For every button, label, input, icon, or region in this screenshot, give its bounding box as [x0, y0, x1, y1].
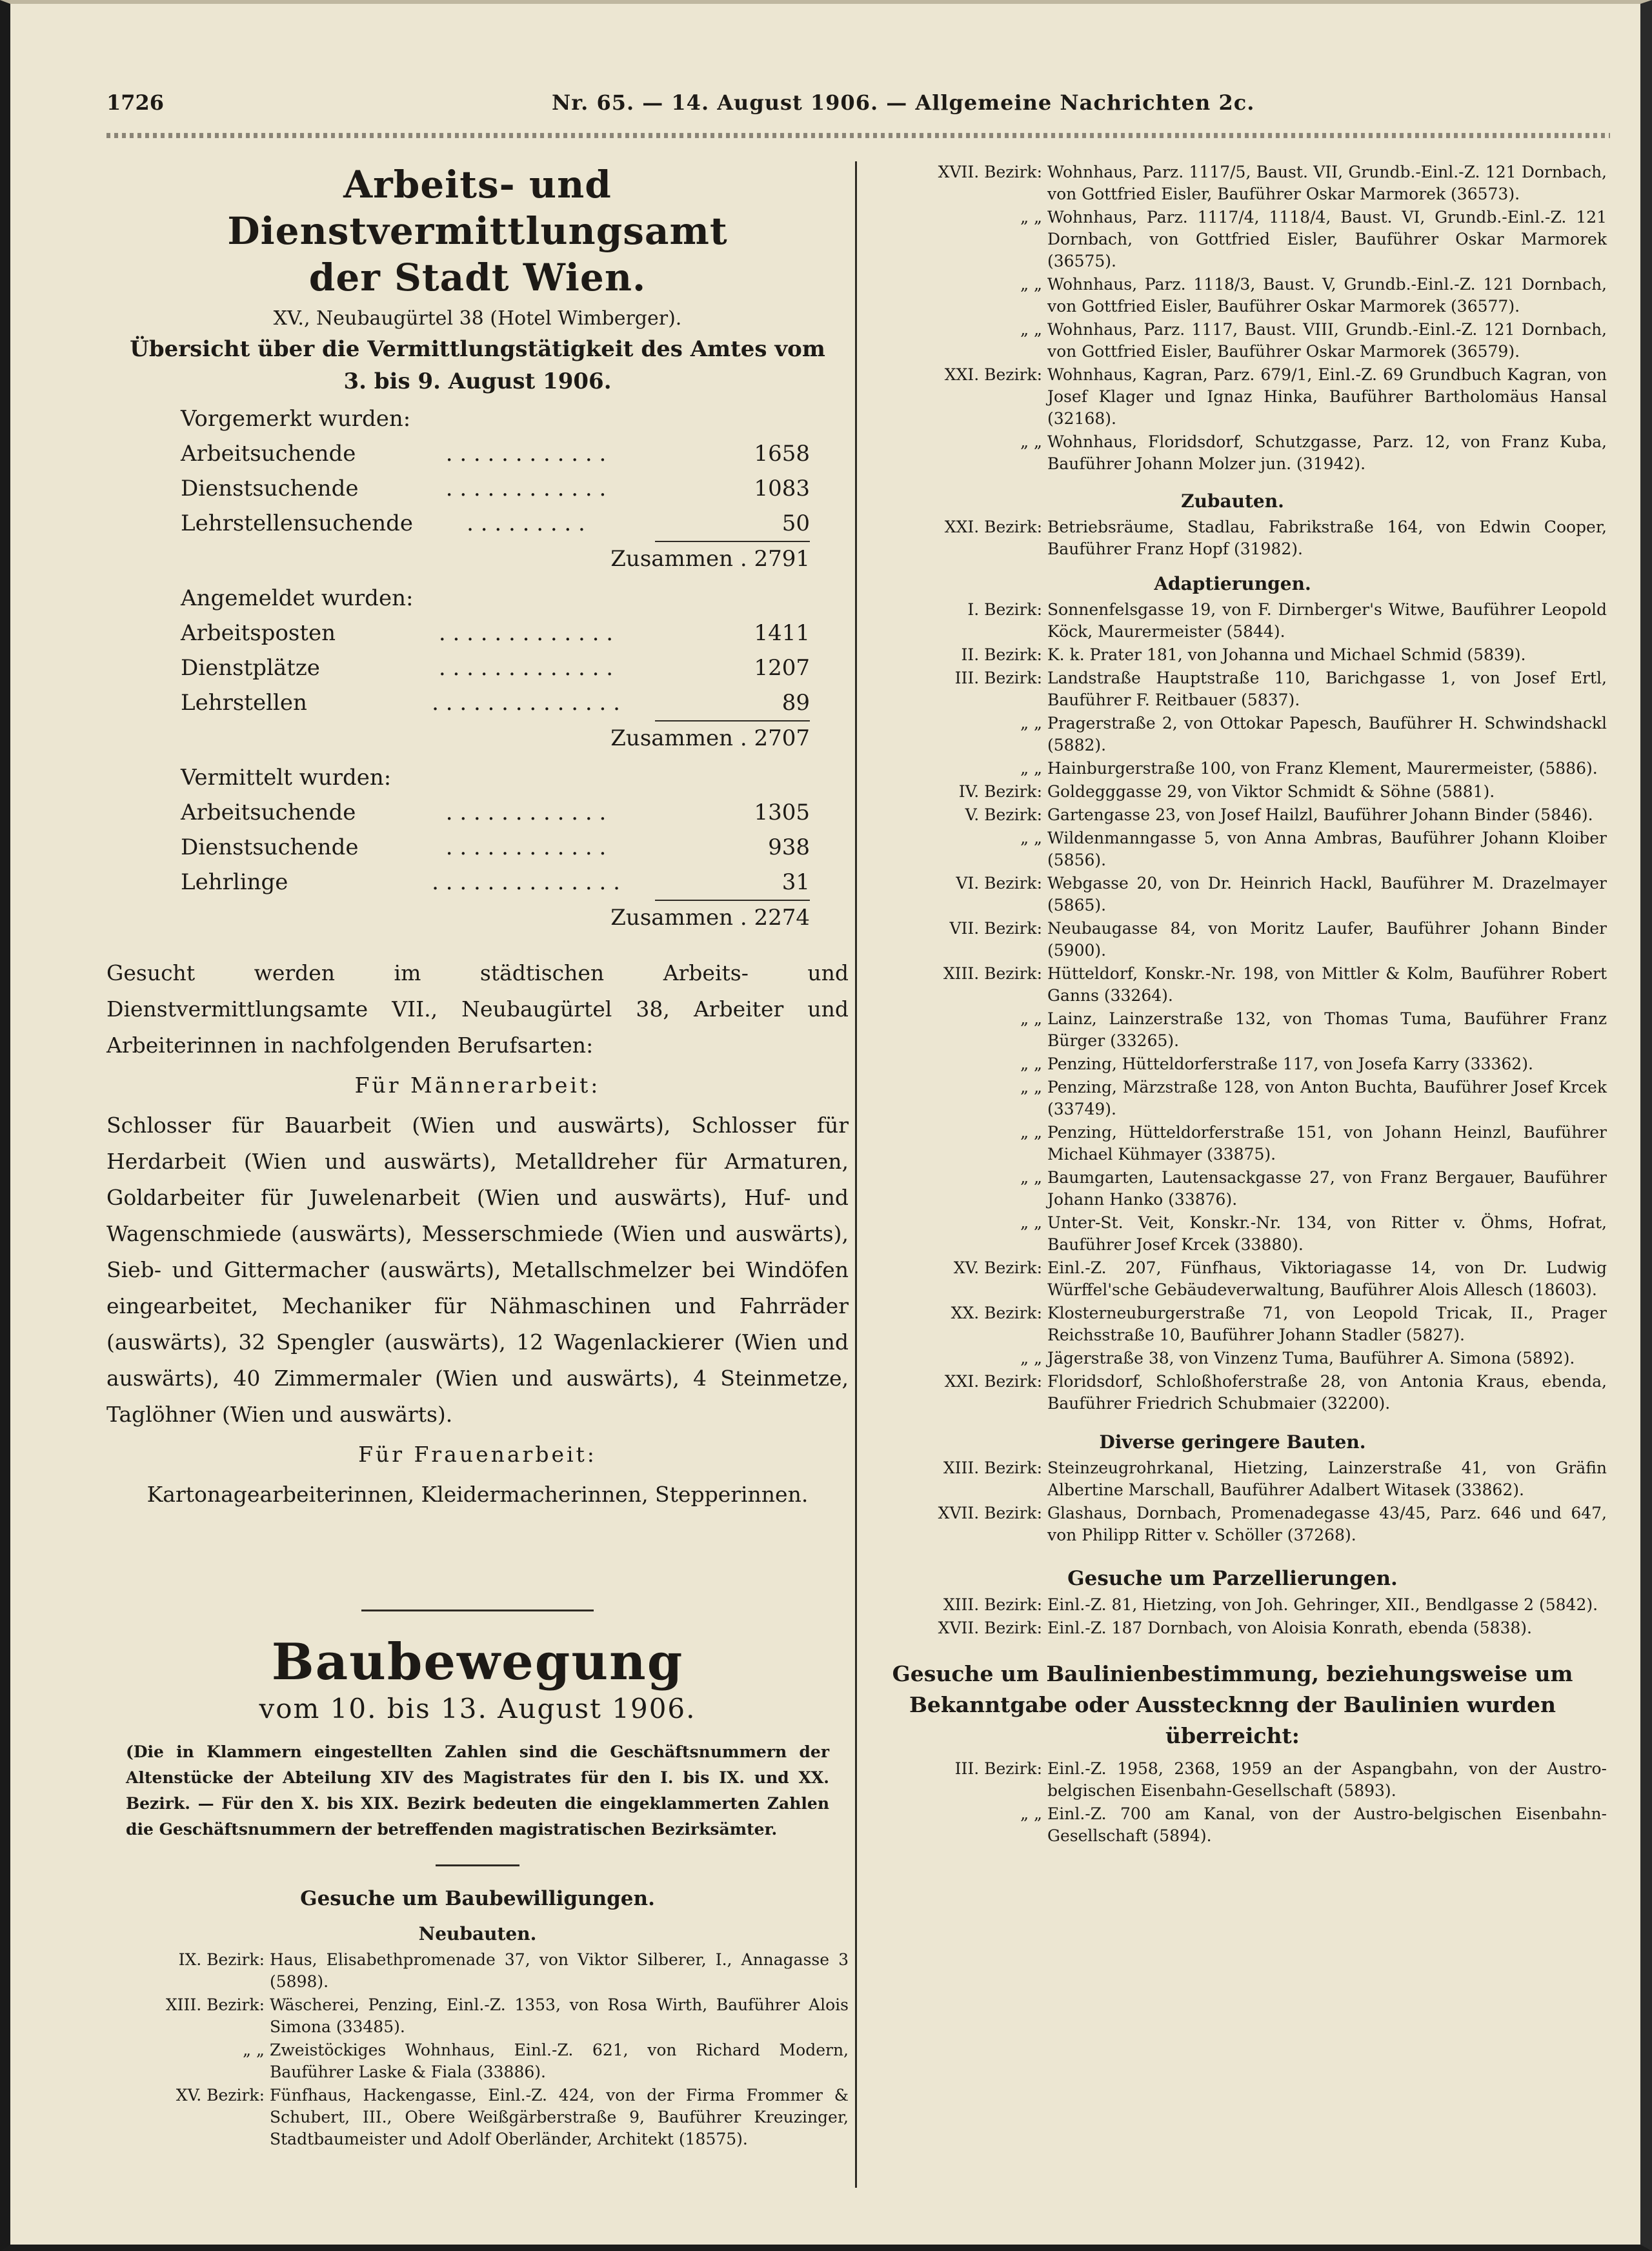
list-item	[858, 712, 1607, 756]
left-column	[106, 161, 849, 2152]
stat-label: Lehrstellen	[181, 690, 307, 716]
list-item	[858, 918, 1607, 962]
list-item	[858, 1008, 1607, 1052]
entry-text: Einl.-Z. 207, Fünfhaus, Viktoriagasse 14, von Dr. Ludwig Würffel'sche Gebäudeverwaltung, Bauführer Alois Allesch (18603).	[1047, 1258, 1607, 1299]
office-title-line-1: Arbeits- und Dienstvermittlungsamt	[227, 163, 728, 253]
entry-text: Klosterneuburgerstraße 71, von Leopold Tricak, II., Prager Reichsstraße 10, Bauführer Johann Stadler (5827).	[1047, 1304, 1607, 1344]
stat-total	[106, 900, 810, 936]
new-buildings-heading: Neubauten.	[418, 1923, 537, 1944]
leader-dots: . . . . . . . . . . . . . .	[432, 690, 620, 716]
list-item	[858, 1122, 1607, 1166]
list-item	[858, 873, 1607, 916]
district-label: XXI. Bezirk:	[944, 1372, 1042, 1391]
stat-value: 938	[768, 834, 810, 860]
right-column	[858, 161, 1607, 1848]
stat-row	[106, 651, 810, 685]
stat-value: 31	[781, 869, 810, 895]
stat-label: Arbeitsuchende	[181, 441, 356, 467]
entry-text: Neubaugasse 84, von Moritz Laufer, Bauführer Johann Binder (5900).	[1047, 919, 1607, 960]
total-text: Zusammen . 2791	[610, 546, 810, 572]
district-label: XIII. Bezirk:	[943, 964, 1042, 983]
stat-label: Lehrstellensuchende	[181, 510, 414, 536]
list-item	[858, 1803, 1607, 1847]
stat-label: Lehrlinge	[181, 869, 288, 895]
district-label: „ „	[1020, 1168, 1042, 1187]
district-label: VI. Bezirk:	[956, 874, 1042, 893]
district-label: XVII. Bezirk:	[938, 1619, 1042, 1637]
stat-total	[106, 541, 810, 577]
district-label: „ „	[1020, 432, 1042, 451]
minor-buildings-list	[858, 1457, 1607, 1546]
extensions-list	[858, 516, 1607, 560]
building-permits-heading: Gesuche um Baubewilligungen.	[300, 1887, 655, 1910]
district-label: „ „	[1020, 1123, 1042, 1142]
leader-dots: . . . . . . . . . . . .	[445, 834, 607, 860]
list-item	[858, 1302, 1607, 1346]
list-item	[858, 1167, 1607, 1211]
page-header	[106, 90, 1604, 129]
district-label: „ „	[1020, 275, 1042, 294]
sought-paragraph: Gesucht werden im städtischen Arbeits- und Dienstvermittlungsamte VII., Neubaugürtel 38, Arbeiter und Arbeiterinnen in nachfolgenden Berufsarten:	[106, 960, 849, 1058]
entry-text: Lainz, Lainzerstraße 132, von Thomas Tuma, Bauführer Franz Bürger (33265).	[1047, 1009, 1607, 1050]
entry-text: K. k. Prater 181, von Johanna und Michael Schmid (5839).	[1047, 645, 1526, 664]
entry-text: Einl.-Z. 187 Dornbach, von Aloisia Konrath, ebenda (5838).	[1047, 1619, 1532, 1637]
entry-text: Wohnhaus, Floridsdorf, Schutzgasse, Parz. 12, von Franz Kuba, Bauführer Johann Molzer jun. (31942).	[1047, 432, 1607, 473]
list-item	[858, 431, 1607, 475]
district-label: XXI. Bezirk:	[944, 518, 1042, 536]
stat-total	[106, 720, 810, 756]
district-label: XIII. Bezirk:	[165, 1995, 265, 2014]
entry-text: Penzing, Hütteldorferstraße 151, von Johann Heinzl, Bauführer Michael Kühmayer (33875).	[1047, 1123, 1607, 1164]
district-label: V. Bezirk:	[965, 805, 1042, 824]
district-label: IV. Bezirk:	[958, 782, 1042, 801]
stat-value: 1411	[754, 620, 810, 646]
baubewegung-date: vom 10. bis 13. August 1906.	[259, 1693, 696, 1724]
list-item	[858, 364, 1607, 430]
running-title: Nr. 65. — 14. August 1906. — Allgemeine Nachrichten 2c.	[552, 90, 1255, 115]
stat-value: 1658	[754, 441, 810, 467]
leader-dots: . . . . . . . . . . . . .	[438, 620, 614, 646]
list-item	[858, 804, 1607, 826]
list-item	[858, 161, 1607, 205]
total-text: Zusammen . 2707	[610, 725, 810, 751]
office-title	[106, 161, 849, 301]
stat-label: Dienstsuchende	[181, 834, 359, 860]
leader-dots: . . . . . . . . . . . .	[445, 441, 607, 467]
entry-text: Einl.-Z. 1958, 2368, 1959 an der Aspangbahn, von der Austro-belgischen Eisenbahn-Gesellschaft (5893).	[1047, 1759, 1607, 1800]
list-item	[858, 963, 1607, 1007]
district-label: XV. Bezirk:	[176, 2086, 265, 2105]
district-label: XXI. Bezirk:	[944, 365, 1042, 384]
entry-text: Landstraße Hauptstraße 110, Barichgasse 1, von Josef Ertl, Bauführer F. Reitbauer (5837).	[1047, 669, 1607, 709]
district-label: „ „	[1020, 320, 1042, 339]
baubewegung-note: (Die in Klammern eingestellten Zahlen sind die Geschäftsnummern der Altenstücke der Abteilung XIV des Magistrates für den I. bis IX. und XX. Bezirk. — Für den X. bis XIX. Bezirk bedeuten die eingeklammerten Zahlen die Geschäftsnummern der betreffenden magistratischen Bezirksämter.	[126, 1742, 829, 1839]
list-item	[858, 1617, 1607, 1639]
women-work-heading: Für Frauenarbeit:	[358, 1442, 597, 1467]
section-divider	[361, 1610, 594, 1611]
district-label: IX. Bezirk:	[178, 1950, 265, 1969]
district-label: „ „	[243, 2041, 265, 2059]
new-buildings-list	[106, 1949, 849, 2150]
list-item	[106, 1949, 849, 1993]
list-item	[858, 667, 1607, 711]
building-line-list	[858, 1758, 1607, 1847]
minor-buildings-heading: Diverse geringere Bauten.	[1099, 1431, 1366, 1453]
entry-text: Fünfhaus, Hackengasse, Einl.-Z. 424, von der Firma Frommer & Schubert, III., Obere Weißgärberstraße 9, Bauführer Kreuzinger, Stadtbaumeister und Adolf Oberländer, Architekt (18575).	[270, 2086, 849, 2148]
district-label: XIII. Bezirk:	[943, 1459, 1042, 1477]
building-list-continued	[858, 161, 1607, 475]
list-item	[858, 1594, 1607, 1616]
entry-text: Penzing, Märzstraße 128, von Anton Buchta, Bauführer Josef Krcek (33749).	[1047, 1078, 1607, 1118]
baubewegung-title: Baubewegung	[271, 1633, 684, 1691]
list-item	[106, 2084, 849, 2150]
list-item	[858, 644, 1607, 666]
leader-dots: . . . . . . . . . . . .	[445, 800, 607, 825]
list-item	[858, 516, 1607, 560]
district-label: III. Bezirk:	[954, 669, 1042, 687]
entry-text: Wohnhaus, Parz. 1117/4, 1118/4, Baust. VI, Grundb.-Einl.-Z. 121 Dornbach, von Gottfried Eisler, Bauführer Oskar Marmorek (36575).	[1047, 208, 1607, 270]
district-label: „ „	[1020, 1213, 1042, 1232]
district-label: II. Bezirk:	[961, 645, 1042, 664]
page-number: 1726	[106, 90, 165, 115]
column-divider	[855, 161, 857, 2188]
stat-label: Arbeitsposten	[181, 620, 336, 646]
entry-text: Steinzeugrohrkanal, Hietzing, Lainzerstraße 41, von Gräfin Albertine Marschall, Bauführer Adalbert Witasek (33862).	[1047, 1459, 1607, 1499]
stat-value: 50	[781, 510, 810, 536]
list-item	[858, 319, 1607, 363]
list-item	[858, 207, 1607, 272]
district-label: „ „	[1020, 1804, 1042, 1823]
entry-text: Wohnhaus, Parz. 1117, Baust. VIII, Grundb.-Einl.-Z. 121 Dornbach, von Gottfried Eisler, Bauführer Oskar Marmorek (36579).	[1047, 320, 1607, 361]
district-label: „ „	[1020, 829, 1042, 847]
district-label: „ „	[1020, 1349, 1042, 1368]
stat-label: Arbeitsuchende	[181, 800, 356, 825]
entry-text: Haus, Elisabethpromenade 37, von Viktor Silberer, I., Annagasse 3 (5898).	[270, 1950, 849, 1991]
entry-text: Wäscherei, Penzing, Einl.-Z. 1353, von Rosa Wirth, Bauführer Alois Simona (33485).	[270, 1995, 849, 2036]
entry-text: Glashaus, Dornbach, Promenadegasse 43/45, Parz. 646 und 647, von Philipp Ritter v. Schöller (37268).	[1047, 1504, 1607, 1544]
entry-text: Hainburgerstraße 100, von Franz Klement, Maurermeister, (5886).	[1047, 759, 1598, 778]
district-label: VII. Bezirk:	[949, 919, 1042, 938]
entry-text: Baumgarten, Lautensackgasse 27, von Franz Bergauer, Bauführer Johann Hanko (33876).	[1047, 1168, 1607, 1209]
stat-label: Dienstsuchende	[181, 476, 359, 501]
statistics-table	[106, 401, 810, 936]
stat-group-title: Angemeldet wurden:	[181, 585, 414, 611]
entry-text: Wohnhaus, Parz. 1118/3, Baust. V, Grundb.-Einl.-Z. 121 Dornbach, von Gottfried Eisler, Bauführer Oskar Marmorek (36577).	[1047, 275, 1607, 316]
entry-text: Hütteldorf, Konskr.-Nr. 198, von Mittler & Kolm, Bauführer Robert Ganns (33264).	[1047, 964, 1607, 1005]
list-item	[858, 274, 1607, 318]
list-item	[106, 2039, 849, 2083]
adaptations-heading: Adaptierungen.	[1154, 573, 1311, 594]
district-label: III. Bezirk:	[954, 1759, 1042, 1778]
men-work-heading: Für Männerarbeit:	[354, 1073, 601, 1098]
entry-text: Unter-St. Veit, Konskr.-Nr. 134, von Ritter v. Öhms, Hofrat, Bauführer Josef Krcek (33880).	[1047, 1213, 1607, 1254]
district-label: XV. Bezirk:	[953, 1258, 1042, 1277]
list-item	[858, 1758, 1607, 1802]
entry-text: Einl.-Z. 700 am Kanal, von der Austro-belgischen Eisenbahn-Gesellschaft (5894).	[1047, 1804, 1607, 1845]
stat-row	[106, 685, 810, 720]
entry-text: Pragerstraße 2, von Ottokar Papesch, Bauführer H. Schwindshackl (5882).	[1047, 714, 1607, 754]
leader-dots: . . . . . . . . . . . . .	[438, 655, 614, 681]
district-label: „ „	[1020, 714, 1042, 732]
list-item	[858, 781, 1607, 803]
list-item	[858, 1212, 1607, 1256]
stat-row	[106, 506, 810, 541]
small-divider	[436, 1864, 519, 1866]
entry-text: Wildenmanngasse 5, von Anna Ambras, Bauführer Johann Kloiber (5856).	[1047, 829, 1607, 869]
men-work-text: Schlosser für Bauarbeit (Wien und auswärts), Schlosser für Herdarbeit (Wien und auswärts), Metalldreher für Armaturen, Goldarbeiter für Juwelenarbeit (Wien und auswärts), Huf- und Wagenschmiede (auswärts), Messerschmiede (Wien und auswärts), Sieb- und Gittermacher (auswärts), Metallschmelzer bei Windöfen eingearbeitet, Mechaniker für Nähmaschinen und Fahrräder (auswärts), 32 Spengler (auswärts), 12 Wagenlackierer (Wien und auswärts), 40 Zimmermaler (Wien und auswärts), 4 Steinmetze, Taglöhner (Wien und auswärts).	[106, 1113, 849, 1427]
leader-dots: . . . . . . . . . . . . . .	[432, 869, 620, 895]
stat-value: 1207	[754, 655, 810, 681]
stat-row	[106, 830, 810, 865]
leader-dots: . . . . . . . . .	[467, 510, 585, 536]
stat-group-title: Vorgemerkt wurden:	[181, 406, 411, 432]
district-label: XIII. Bezirk:	[943, 1595, 1042, 1614]
entry-text: Betriebsräume, Stadlau, Fabrikstraße 164, von Edwin Cooper, Bauführer Franz Hopf (31982).	[1047, 518, 1607, 558]
list-item	[858, 1457, 1607, 1501]
parcelling-heading: Gesuche um Parzellierungen.	[1067, 1567, 1398, 1590]
list-item	[106, 1994, 849, 2038]
district-label: „ „	[1020, 1078, 1042, 1096]
list-item	[858, 827, 1607, 871]
district-label: XVII. Bezirk:	[938, 163, 1042, 181]
district-label: „ „	[1020, 1009, 1042, 1028]
district-label: XX. Bezirk:	[951, 1304, 1042, 1322]
adaptations-list	[858, 599, 1607, 1415]
women-work-text: Kartonagearbeiterinnen, Kleidermacherinnen, Stepperinnen.	[146, 1482, 809, 1507]
office-title-line-2: der Stadt Wien.	[308, 256, 647, 299]
entry-text: Wohnhaus, Kagran, Parz. 679/1, Einl.-Z. 69 Grundbuch Kagran, von Josef Klager und Ignaz Hinka, Bauführer Bartholomäus Hansal (32168).	[1047, 365, 1607, 428]
list-item	[858, 599, 1607, 643]
header-rule	[106, 133, 1610, 138]
entry-text: Wohnhaus, Parz. 1117/5, Baust. VII, Grundb.-Einl.-Z. 121 Dornbach, von Gottfried Eisler, Bauführer Oskar Marmorek (36573).	[1047, 163, 1607, 203]
building-line-heading: Gesuche um Baulinienbestimmung, beziehungsweise um Bekanntgabe oder Ausstecknng der Baulinien wurden überreicht:	[892, 1661, 1573, 1748]
stat-value: 1083	[754, 476, 810, 501]
list-item	[858, 758, 1607, 780]
overview-line-1: Übersicht über die Vermittlungstätigkeit des Amtes vom	[130, 336, 825, 362]
overview-line-2: 3. bis 9. August 1906.	[343, 368, 612, 394]
entry-text: Webgasse 20, von Dr. Heinrich Hackl, Bauführer M. Drazelmayer (5865).	[1047, 874, 1607, 914]
total-text: Zusammen . 2274	[610, 905, 810, 931]
entry-text: Jägerstraße 38, von Vinzenz Tuma, Bauführer A. Simona (5892).	[1047, 1349, 1575, 1368]
entry-text: Goldegggasse 29, von Viktor Schmidt & Söhne (5881).	[1047, 782, 1495, 801]
stat-label: Dienstplätze	[181, 655, 320, 681]
entry-text: Gartengasse 23, von Josef Hailzl, Bauführer Johann Binder (5846).	[1047, 805, 1593, 824]
entry-text: Floridsdorf, Schloßhoferstraße 28, von Antonia Kraus, ebenda, Bauführer Friedrich Schubmaier (32200).	[1047, 1372, 1607, 1413]
extensions-heading: Zubauten.	[1181, 490, 1284, 512]
parcelling-list	[858, 1594, 1607, 1639]
list-item	[858, 1371, 1607, 1415]
list-item	[858, 1257, 1607, 1301]
stat-row	[106, 865, 810, 900]
entry-text: Einl.-Z. 81, Hietzing, von Joh. Gehringer, XII., Bendlgasse 2 (5842).	[1047, 1595, 1598, 1614]
district-label: I. Bezirk:	[967, 600, 1042, 619]
list-item	[858, 1348, 1607, 1369]
entry-text: Penzing, Hütteldorferstraße 117, von Josefa Karry (33362).	[1047, 1055, 1533, 1073]
district-label: „ „	[1020, 1055, 1042, 1073]
entry-text: Sonnenfelsgasse 19, von F. Dirnberger's Witwe, Bauführer Leopold Köck, Maurermeister (5844).	[1047, 600, 1607, 641]
district-label: „ „	[1020, 208, 1042, 227]
district-label: XVII. Bezirk:	[938, 1504, 1042, 1522]
stat-row	[106, 471, 810, 506]
list-item	[858, 1053, 1607, 1075]
stat-group-title: Vermittelt wurden:	[181, 765, 392, 791]
stat-row	[106, 436, 810, 471]
district-label: „ „	[1020, 759, 1042, 778]
entry-text: Zweistöckiges Wohnhaus, Einl.-Z. 621, von Richard Modern, Bauführer Laske & Fiala (33886).	[270, 2041, 849, 2081]
office-address: XV., Neubaugürtel 38 (Hotel Wimberger).	[273, 307, 682, 330]
stat-value: 1305	[754, 800, 810, 825]
list-item	[858, 1076, 1607, 1120]
list-item	[858, 1502, 1607, 1546]
stat-row	[106, 795, 810, 830]
stat-row	[106, 616, 810, 651]
leader-dots: . . . . . . . . . . . .	[445, 476, 607, 501]
stat-value: 89	[781, 690, 810, 716]
